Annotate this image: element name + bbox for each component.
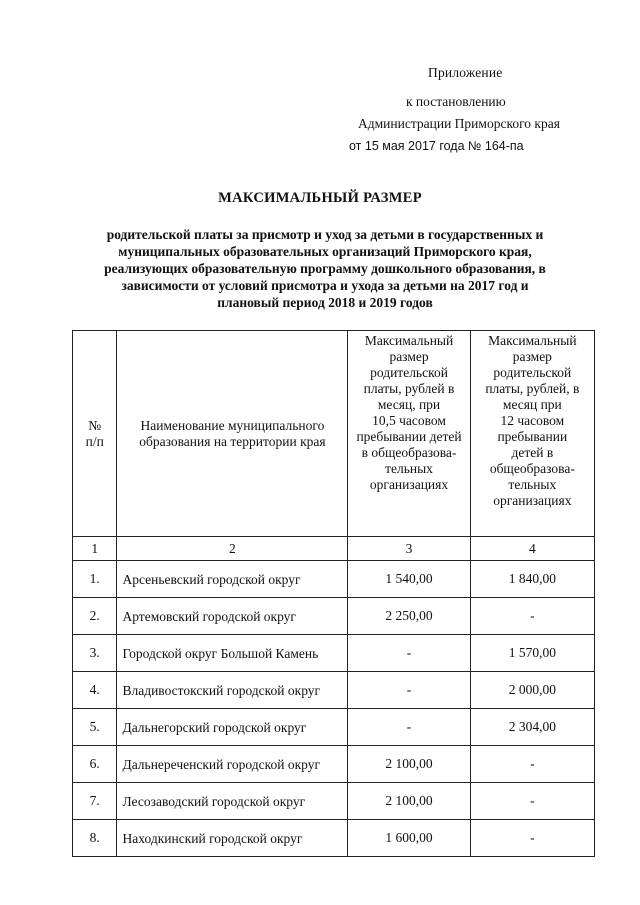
annex-date-number: от 15 мая 2017 года № 164-па — [349, 139, 524, 153]
header-fee-line: тельных — [385, 461, 433, 476]
header-fee-line: в общеобразова- — [361, 445, 457, 460]
fee-10-5-hours: 2 100,00 — [348, 746, 470, 783]
table-row — [73, 783, 595, 820]
annex-resolution-ref: к постановлению — [406, 94, 506, 109]
header-fee-line: месяц, при — [377, 397, 441, 412]
column-number: 4 — [470, 537, 594, 561]
row-number: 6. — [73, 746, 117, 783]
fee-12-hours: - — [470, 598, 594, 635]
row-number: 3. — [73, 635, 117, 672]
fee-10-5-hours: - — [348, 635, 470, 672]
header-fee-line: месяц при — [502, 397, 562, 412]
fee-12-hours: 1 570,00 — [470, 635, 594, 672]
table-row — [73, 635, 595, 672]
row-number: 4. — [73, 672, 117, 709]
table-row — [73, 598, 595, 635]
row-number: 8. — [73, 820, 117, 857]
subtitle-line: родительской платы за присмотр и уход за детьми в государственных и — [106, 227, 544, 242]
municipality-name: Арсеньевский городской округ — [117, 561, 348, 598]
header-fee-line: пребывании детей — [356, 429, 462, 444]
header-fee-line: 12 часовом — [500, 413, 565, 428]
header-fee-line: тельных — [508, 477, 557, 492]
fee-10-5-hours: 1 540,00 — [348, 561, 470, 598]
header-number — [73, 331, 117, 537]
column-number: 3 — [348, 537, 470, 561]
header-fee-12-hours — [470, 331, 594, 537]
header-fee-10-5-hours — [348, 331, 470, 537]
header-fee-line: общеобразова- — [489, 461, 575, 476]
header-fee-line: родительской — [493, 365, 572, 380]
header-municipality — [117, 331, 348, 537]
header-fee-line: организациях — [369, 477, 449, 492]
header-fee-line: размер — [512, 349, 552, 364]
column-number-row — [73, 537, 595, 561]
fee-12-hours: 2 000,00 — [470, 672, 594, 709]
municipality-name: Лесозаводский городской округ — [117, 783, 348, 820]
table-row — [73, 672, 595, 709]
header-fee-line: Максимальный — [364, 333, 454, 348]
document-subtitle — [60, 226, 590, 311]
fee-12-hours: - — [470, 783, 594, 820]
header-fee-line: платы, рублей в — [363, 381, 455, 396]
fee-12-hours: 1 840,00 — [470, 561, 594, 598]
subtitle-line: муниципальных образовательных организаций Приморского края, — [118, 244, 532, 259]
subtitle-line: реализующих образовательную программу дошкольного образования, в — [104, 261, 546, 276]
fee-table — [72, 330, 595, 857]
header-fee-line: платы, рублей, в — [485, 381, 580, 396]
fee-10-5-hours: - — [348, 672, 470, 709]
header-fee-line: пребывании — [497, 429, 568, 444]
table-row — [73, 820, 595, 857]
header-municipality-line: образования на территории края — [139, 433, 326, 449]
column-number: 1 — [73, 537, 117, 561]
fee-10-5-hours: 2 250,00 — [348, 598, 470, 635]
fee-12-hours: - — [470, 820, 594, 857]
fee-10-5-hours: 2 100,00 — [348, 783, 470, 820]
row-number: 5. — [73, 709, 117, 746]
municipality-name: Артемовский городской округ — [117, 598, 348, 635]
table-row — [73, 561, 595, 598]
table-header-row — [73, 331, 595, 537]
header-fee-line: размер — [389, 349, 429, 364]
table-row — [73, 746, 595, 783]
table-row — [73, 709, 595, 746]
header-municipality-line: Наименование муниципального — [140, 417, 325, 433]
fee-10-5-hours: - — [348, 709, 470, 746]
header-number-line: № — [88, 417, 102, 433]
column-number: 2 — [117, 537, 348, 561]
row-number: 7. — [73, 783, 117, 820]
annex-header — [330, 62, 590, 157]
municipality-name: Городской округ Большой Камень — [117, 635, 348, 672]
header-fee-line: 10,5 часовом — [372, 413, 446, 428]
fee-12-hours: - — [470, 746, 594, 783]
row-number: 2. — [73, 598, 117, 635]
fee-12-hours: 2 304,00 — [470, 709, 594, 746]
header-fee-line: организациях — [493, 493, 572, 508]
fee-10-5-hours: 1 600,00 — [348, 820, 470, 857]
header-number-line: п/п — [85, 433, 104, 449]
municipality-name: Находкинский городской округ — [117, 820, 348, 857]
subtitle-line: зависимости от условий присмотра и ухода за детьми на 2017 год и — [121, 278, 529, 293]
header-fee-line: родительской — [370, 365, 448, 380]
header-fee-line: детей в — [511, 445, 554, 460]
subtitle-line: плановый период 2018 и 2019 годов — [217, 295, 433, 310]
annex-authority: Администрации Приморского края — [358, 116, 560, 131]
municipality-name: Владивостокский городской округ — [117, 672, 348, 709]
annex-label: Приложение — [428, 65, 503, 80]
municipality-name: Дальнегорский городской округ — [117, 709, 348, 746]
header-fee-line: Максимальный — [488, 333, 577, 348]
row-number: 1. — [73, 561, 117, 598]
document-title: МАКСИМАЛЬНЫЙ РАЗМЕР — [218, 190, 422, 206]
municipality-name: Дальнереченский городской округ — [117, 746, 348, 783]
